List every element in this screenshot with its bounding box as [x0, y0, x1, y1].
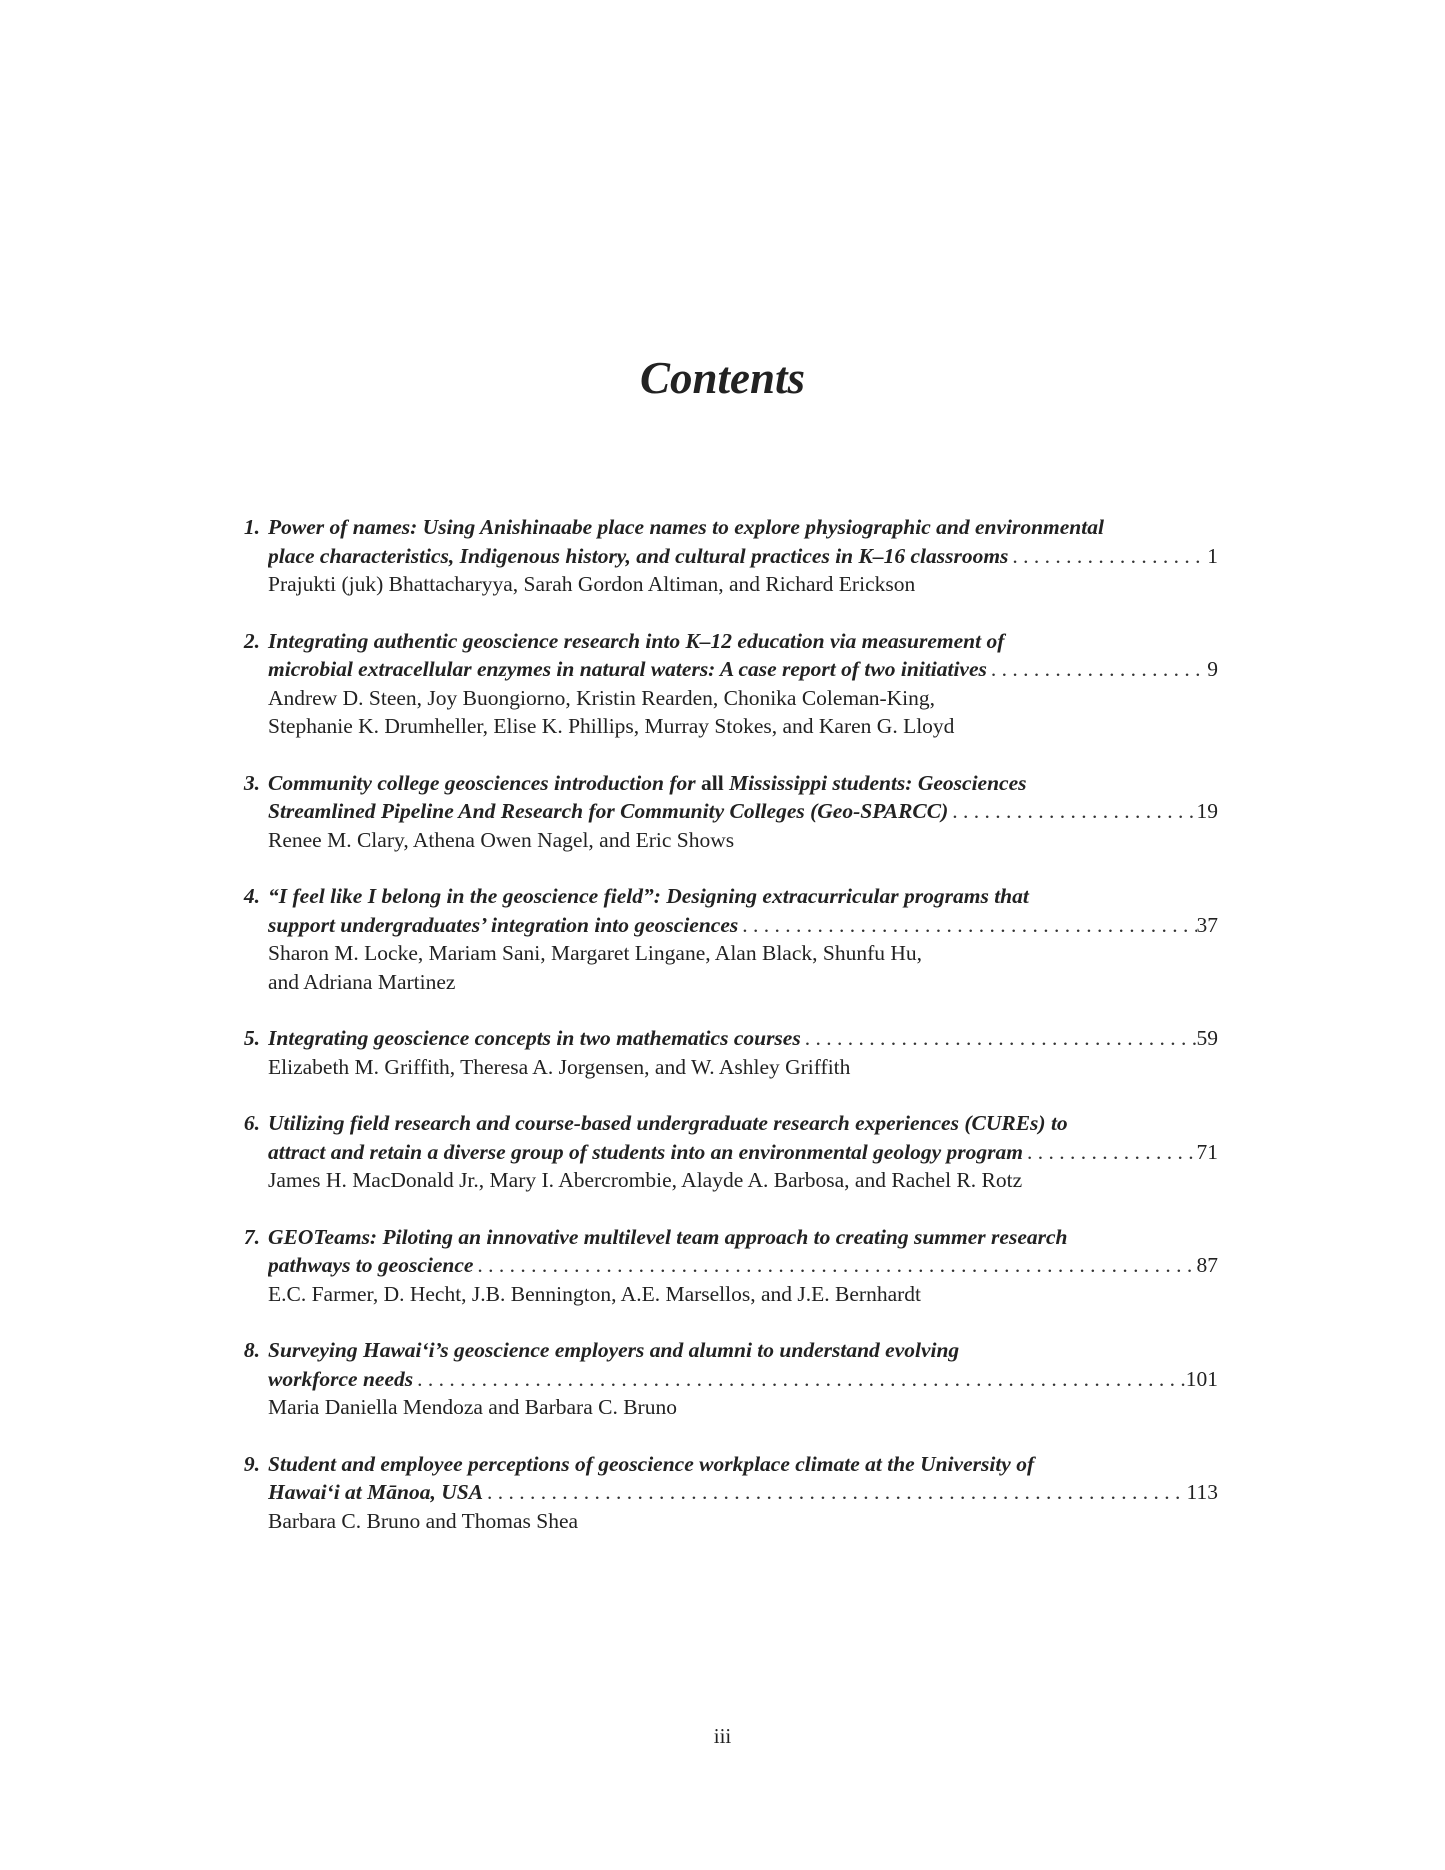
entry-authors-line: E.C. Farmer, D. Hecht, J.B. Bennington, A.E. Marsellos, and J.E. Bernhardt — [268, 1281, 921, 1306]
dot-leader — [473, 1251, 1196, 1280]
toc-entry-7[interactable] — [232, 1223, 1218, 1309]
dot-leader — [738, 911, 1196, 940]
table-of-contents — [232, 513, 1218, 1535]
entry-page-number: 87 — [1196, 1253, 1218, 1277]
entry-title-line: Power of names: Using Anishinaabe place names to explore physiographic and environmental — [268, 515, 1104, 539]
entry-number: 1. — [243, 515, 260, 539]
entry-title-final-line — [268, 911, 1218, 940]
entry-title-final-line — [268, 1024, 1218, 1053]
toc-entry-2[interactable] — [232, 627, 1218, 741]
entry-number: 9. — [243, 1451, 260, 1476]
entry-title-last: Integrating geoscience concepts in two mathematics courses — [268, 1026, 801, 1050]
dot-leader — [948, 797, 1196, 826]
entry-title-last: Streamlined Pipeline And Research for Community Colleges (Geo-SPARCC) — [268, 799, 949, 823]
entry-title-last: Hawai‘i at Mānoa, USA — [268, 1480, 484, 1504]
toc-entry-4[interactable] — [232, 882, 1218, 996]
entry-title-line — [268, 769, 1218, 798]
entry-title-final-line — [268, 1138, 1218, 1167]
entry-title-final-line — [268, 542, 1218, 571]
entry-title-line: GEOTeams: Piloting an innovative multilevel team approach to creating summer research — [268, 1224, 1068, 1249]
entry-authors-line: and Adriana Martinez — [268, 969, 456, 994]
entry-title-last: microbial extracellular enzymes in natural waters: A case report of two initiatives — [268, 657, 987, 681]
entry-authors-line: Elizabeth M. Griffith, Theresa A. Jorgensen, and W. Ashley Griffith — [268, 1054, 851, 1079]
toc-entry-9[interactable] — [232, 1450, 1218, 1536]
entry-page-number: 59 — [1196, 1026, 1218, 1050]
page-folio: iii — [713, 1724, 732, 1748]
entry-title-final-line — [268, 1251, 1218, 1280]
entry-title-line: Utilizing field research and course-based undergraduate research experiences (CUREs) to — [268, 1111, 1068, 1135]
entry-number: 7. — [243, 1224, 260, 1249]
entry-page-number: 71 — [1196, 1139, 1218, 1164]
page-title: Contents — [639, 353, 806, 403]
dot-leader — [413, 1365, 1186, 1394]
toc-entry-3[interactable] — [232, 769, 1218, 855]
dot-leader — [483, 1478, 1187, 1507]
entry-title-part: Community college geosciences introduction for — [268, 770, 701, 795]
entry-authors-line: Andrew D. Steen, Joy Buongiorno, Kristin Rearden, Chonika Coleman-King, — [268, 685, 936, 710]
entry-page-number: 113 — [1186, 1480, 1218, 1504]
entry-page-number: 1 — [1207, 543, 1218, 568]
toc-entry-5[interactable] — [232, 1024, 1218, 1081]
entry-title-last: attract and retain a diverse group of students into an environmental geology program — [268, 1139, 1023, 1164]
entry-number: 4. — [243, 884, 260, 908]
entry-authors-line: Prajukti (juk) Bhattacharyya, Sarah Gordon Altiman, and Richard Erickson — [268, 572, 916, 596]
entry-number: 5. — [243, 1026, 260, 1050]
entry-title-last: place characteristics, Indigenous history, and cultural practices in K–16 classrooms — [268, 543, 1009, 568]
entry-title-part: Mississippi students: Geosciences — [723, 770, 1027, 795]
entry-title-last: pathways to geoscience — [268, 1253, 474, 1277]
entry-page-number: 19 — [1196, 799, 1218, 823]
entry-title-line: Integrating authentic geoscience research into K–12 education via measurement of — [268, 628, 1005, 653]
entry-number: 2. — [243, 628, 260, 653]
dot-leader — [801, 1024, 1197, 1053]
entry-title-last: support undergraduates’ integration into geosciences — [268, 912, 739, 937]
dot-leader — [1023, 1138, 1197, 1167]
entry-page-number: 37 — [1196, 912, 1218, 937]
entry-number: 3. — [243, 770, 260, 795]
entry-title-last: workforce needs — [268, 1366, 414, 1391]
entry-authors-line: Maria Daniella Mendoza and Barbara C. Bruno — [268, 1395, 677, 1419]
entry-authors-line: Stephanie K. Drumheller, Elise K. Phillips, Murray Stokes, and Karen G. Lloyd — [268, 714, 955, 738]
toc-entry-8[interactable] — [232, 1336, 1218, 1422]
entry-page-number: 9 — [1207, 657, 1218, 681]
entry-title-final-line — [268, 1365, 1218, 1394]
entry-title-line: “I feel like I belong in the geoscience field”: Designing extracurricular programs that — [268, 884, 1029, 908]
entry-authors-line: Renee M. Clary, Athena Owen Nagel, and Eric Shows — [268, 827, 735, 852]
entry-title-final-line — [268, 1478, 1218, 1507]
entry-title-line: Student and employee perceptions of geoscience workplace climate at the University of — [268, 1451, 1035, 1476]
entry-authors-line: Sharon M. Locke, Mariam Sani, Margaret Lingane, Alan Black, Shunfu Hu, — [268, 941, 923, 965]
toc-entry-1[interactable] — [232, 513, 1218, 599]
entry-title-line: Surveying Hawai‘i’s geoscience employers and alumni to understand evolving — [268, 1338, 960, 1362]
entry-title-final-line — [268, 797, 1218, 826]
entry-number: 8. — [243, 1338, 260, 1362]
entry-title-emphasis: all — [700, 770, 724, 795]
entry-title-final-line — [268, 655, 1218, 684]
entry-number: 6. — [243, 1111, 260, 1135]
toc-entry-6[interactable] — [232, 1109, 1218, 1195]
entry-page-number: 101 — [1185, 1366, 1218, 1391]
dot-leader — [1008, 542, 1207, 571]
dot-leader — [987, 655, 1207, 684]
entry-authors-line: James H. MacDonald Jr., Mary I. Abercrombie, Alayde A. Barbosa, and Rachel R. Rotz — [268, 1168, 1023, 1192]
entry-authors-line: Barbara C. Bruno and Thomas Shea — [268, 1508, 579, 1533]
